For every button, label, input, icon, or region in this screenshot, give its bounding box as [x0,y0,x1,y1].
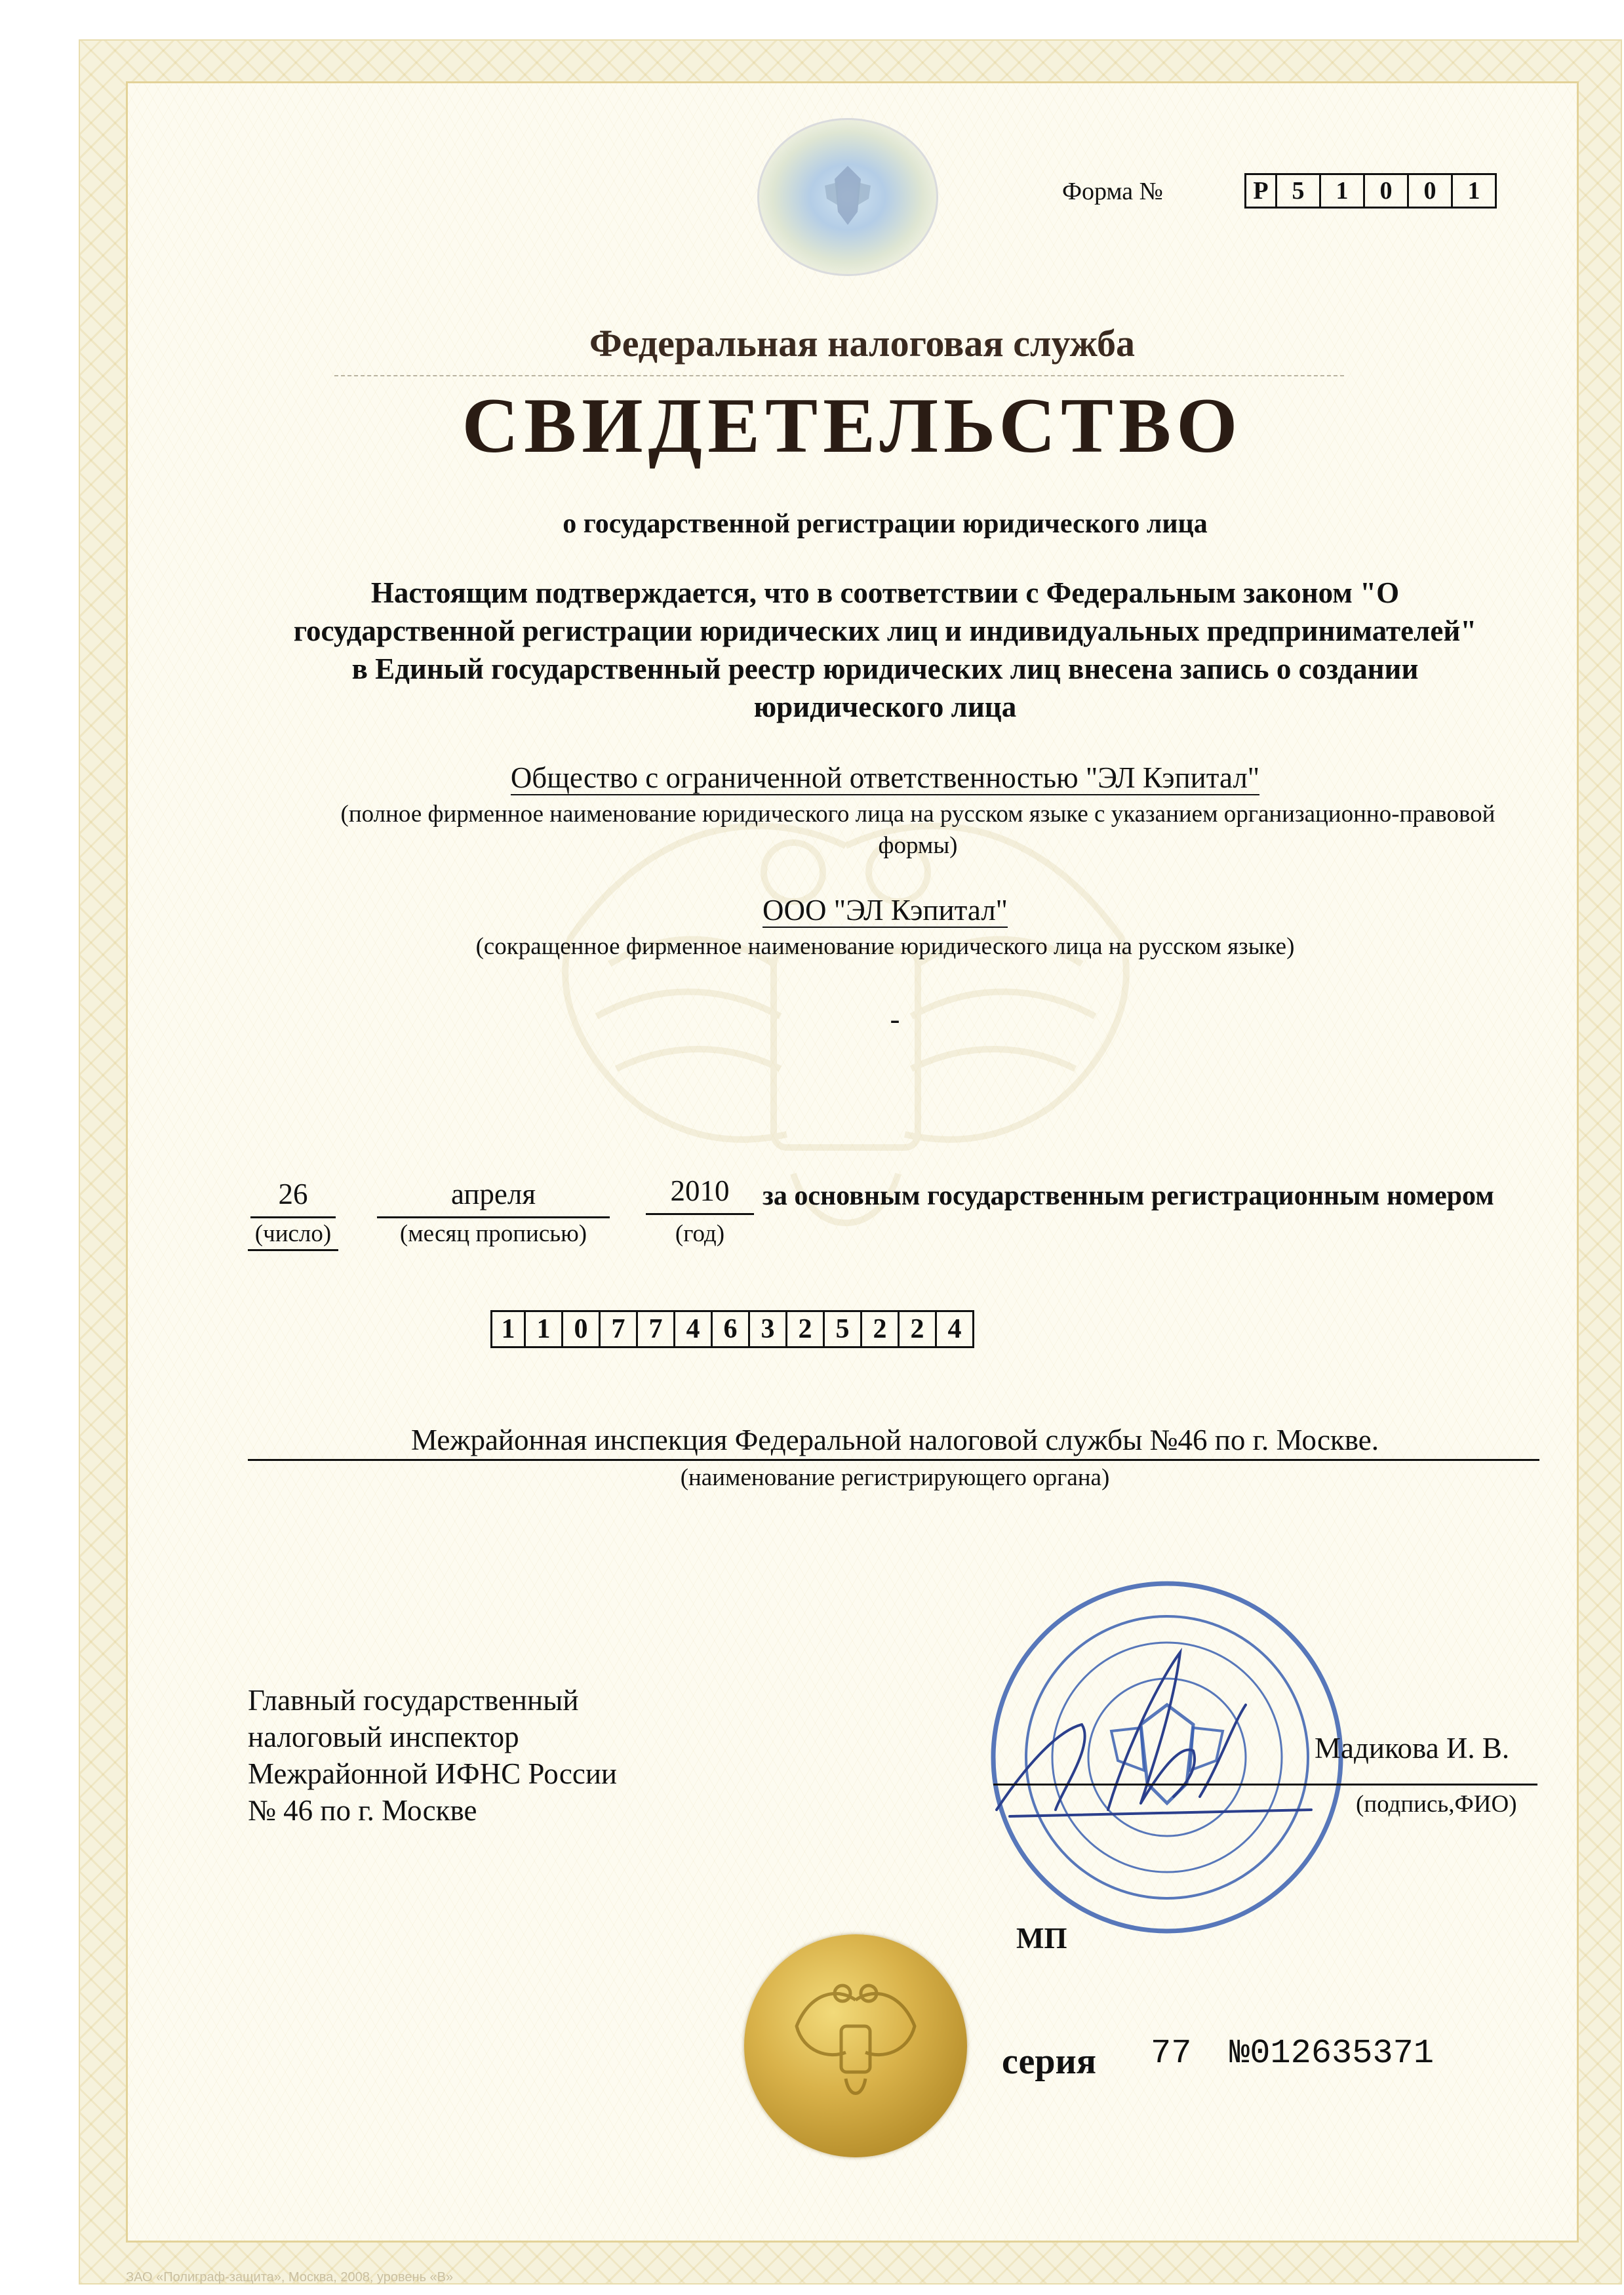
company-full-name: Общество с ограниченной ответственностью "ЭЛ Кэпитал" [510,761,1260,794]
gold-seal-eagle-icon [790,1974,921,2118]
form-number-label: Форма № [1062,178,1163,205]
agency-name: Федеральная налоговая служба [589,322,1136,365]
official-stamp-icon [983,1574,1351,1941]
caption-line: (полное фирменное наименование юридического лица на русском языке с указанием организационно-правовой [340,801,1495,828]
hologram-emblem [757,118,938,276]
reg-month-caption: (месяц прописью) [399,1220,587,1247]
authority-underline [248,1459,1539,1461]
form-digit: 0 [1409,173,1453,209]
signatory-line: налоговый инспектор [248,1721,519,1753]
reg-number-label: за основным государственным регистрационным номером [762,1181,1494,1211]
ogrn-digit: 7 [638,1310,675,1348]
company-short-name-caption: (сокращенное фирменное наименование юридического лица на русском языке) [475,933,1295,960]
signature-caption: (подпись,ФИО) [1356,1791,1517,1818]
reg-day: 26 [278,1178,308,1210]
certificate-subtitle: о государственной регистрации юридического лица [563,509,1208,539]
reg-year: 2010 [670,1174,730,1207]
reg-day-field [250,1177,336,1215]
statement-line: Настоящим подтверждается, что в соответствии с Федеральным законом "О [370,576,1400,609]
reg-day-caption: (число) [254,1220,332,1247]
printer-note: ЗАО «Полиграф-защита», Москва, 2008, уровень «В» [126,2270,454,2285]
signature-underline [993,1784,1537,1786]
authority-name: Межрайонная инспекция Федеральной налоговой службы №46 по г. Москве. [410,1424,1379,1456]
authority-caption: (наименование регистрирующего органа) [680,1464,1110,1491]
statement-line: государственной регистрации юридических лиц и индивидуальных предпринимателей" [293,614,1477,647]
statement-text [111,574,1624,726]
company-full-name-row [0,761,1624,795]
form-digit: 1 [1321,173,1365,209]
reg-day-caption-underline [248,1249,338,1251]
ogrn-digit: 1 [526,1310,563,1348]
signatory-line: № 46 по г. Москве [248,1794,477,1827]
company-short-name-row [0,893,1624,927]
ogrn-digit: 1 [490,1310,526,1348]
ogrn-digit: 3 [750,1310,787,1348]
ogrn-cells [490,1310,974,1348]
reg-year-caption: (год) [675,1220,725,1247]
ogrn-digit: 2 [862,1310,900,1348]
ogrn-digit: 4 [675,1310,713,1348]
serial-number: №012635371 [1229,2034,1435,2073]
form-number-cells [1244,173,1497,209]
company-full-name-caption [197,799,1624,862]
form-digit: 0 [1365,173,1409,209]
signatory-line: Межрайонной ИФНС России [248,1757,617,1790]
signatory-name: Мадикова И. В. [1315,1732,1510,1765]
form-digit: Р [1244,173,1277,209]
signatory-title [248,1682,617,1829]
serial-series: 77 [1151,2034,1192,2073]
ogrn-digit: 4 [937,1310,974,1348]
form-digit: 5 [1277,173,1321,209]
signatory-line: Главный государственный [248,1684,579,1717]
ogrn-digit: 2 [900,1310,937,1348]
ogrn-digit: 2 [787,1310,825,1348]
serial-label: серия [1002,2041,1097,2082]
header-divider [334,375,1344,376]
reg-month-underline [377,1216,610,1218]
crest-icon [822,159,874,231]
ogrn-digit: 6 [713,1310,750,1348]
caption-line: формы) [878,832,958,859]
seal-place-label: МП [1016,1922,1067,1955]
statement-line: в Единый государственный реестр юридических лиц внесена запись о создании [351,652,1419,685]
statement-line: юридического лица [753,690,1017,723]
foreign-name-placeholder: - [890,1003,900,1035]
reg-day-underline [250,1216,336,1218]
certificate-title: СВИДЕТЕЛЬСТВО [462,382,1243,469]
reg-year-underline [646,1213,754,1215]
reg-month: апреля [450,1178,536,1210]
form-digit: 1 [1453,173,1497,209]
ogrn-digit: 5 [825,1310,862,1348]
ogrn-digit: 0 [563,1310,601,1348]
company-short-name: ООО "ЭЛ Кэпитал" [762,894,1008,927]
ogrn-digit: 7 [601,1310,638,1348]
gold-seal [744,1934,967,2157]
